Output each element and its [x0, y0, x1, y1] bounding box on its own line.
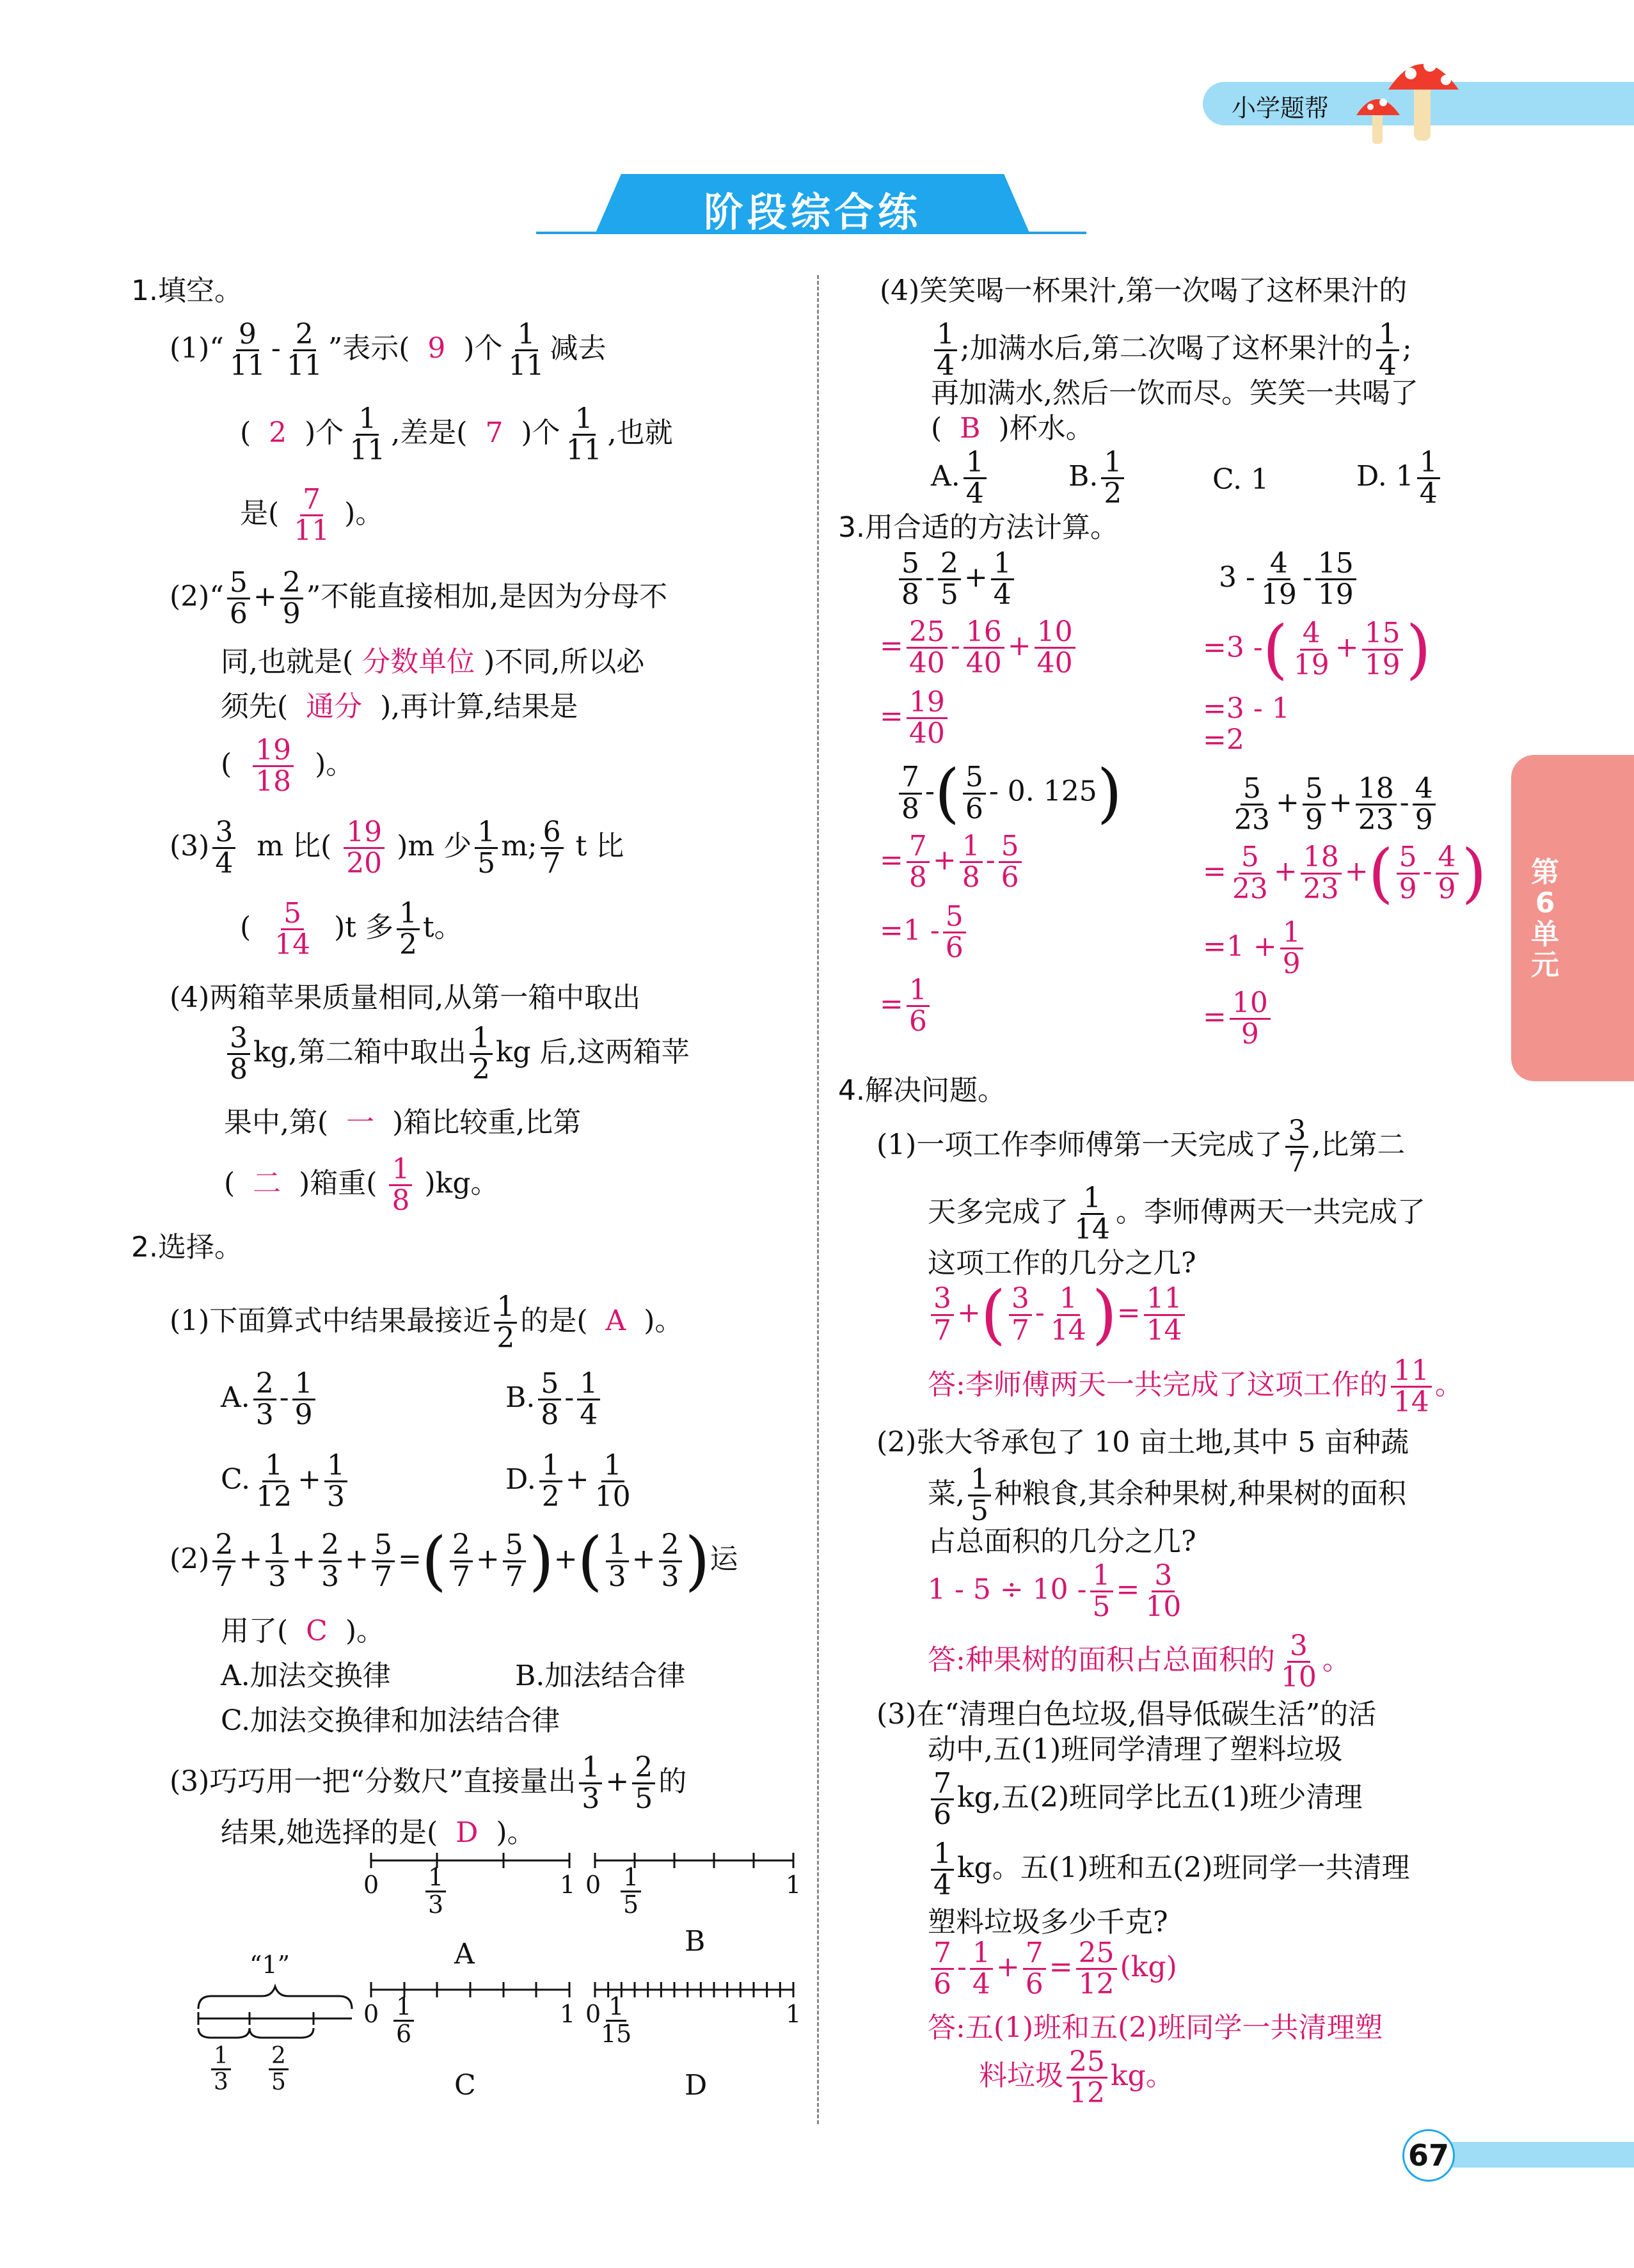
q2-p4-option-b: B. $\frac{1}{2}$ — [1068, 448, 1127, 509]
q2-p1-option-d: D. $\frac{1}{2}$ + $\frac{1}{10}$ — [505, 1449, 631, 1514]
q4-p2-line1: (2)张大爷承包了 10 亩土地,其中 5 亩种蔬 — [876, 1426, 1409, 1459]
q4-p3-solution: $\frac{7}{6}$ - $\frac{1}{4}$ + $\frac{7}{6}$ = $\frac{25}{12}$ (kg) — [928, 1939, 1177, 1999]
q2-p4-line2: $\frac{1}{4}$ ;加满水后,第二次喝了这杯果汁的 $\frac{1}{4}$ ; — [931, 320, 1412, 381]
q1-p2-line3: 须先( 通分 ),再计算,结果是 — [221, 690, 578, 723]
q4-p1-line3: 这项工作的几分之几? — [928, 1247, 1196, 1280]
q4-p1-answer: 答:李师傅两天一共完成了这项工作的 $\frac{11}{14}$ 。 — [928, 1354, 1463, 1419]
q2-p2-option-b: B.加法结合律 — [515, 1660, 686, 1692]
q2-p2-option-c: C.加法交换律和加法结合律 — [221, 1704, 560, 1737]
ruler-c-label: C — [454, 2069, 476, 2102]
q4-p2-solution: 1 - 5 ÷ 10 - $\frac{1}{5}$ = $\frac{3}{10}$ — [928, 1559, 1182, 1624]
q3-e1-step1: = $\frac{25}{40}$ - $\frac{16}{40}$ + $\frac{10}{40}$ — [880, 617, 1079, 678]
q1-p4-line3: 果中,第( 一 )箱比较重,比第 — [224, 1106, 582, 1139]
column-divider — [817, 275, 819, 2124]
q2-p4-option-c: C. 1 — [1212, 463, 1269, 496]
q2-p2-answer: 用了( C )。 — [221, 1615, 385, 1647]
brace-part-1: $\frac{1}{3}$ — [208, 2044, 234, 2095]
q3-e4: $\frac{5}{23}$ + $\frac{5}{9}$ + $\frac{18}{23}$ - $\frac{4}{9}$ — [1228, 774, 1439, 835]
ruler-d-one: 1 — [786, 2000, 802, 2028]
q4-p2-answer: 答:种果树的面积占总面积的 $\frac{3}{10}$ 。 — [928, 1630, 1351, 1694]
ruler-c-one: 1 — [560, 2000, 576, 2028]
q3-e3-step1: = $\frac{7}{8}$ + $\frac{1}{8}$ - $\frac{5}{6}$ — [880, 832, 1025, 892]
q3-e2-step2: =3 - 1 — [1203, 692, 1290, 725]
q2-heading: 2.选择。 — [131, 1231, 242, 1264]
ruler-a-tick: $\frac{1}{3}$ — [422, 1865, 449, 1918]
q1-p4-line2: $\frac{3}{8}$ kg,第二箱中取出 $\frac{1}{2}$ kg 后,这两箱苹 — [224, 1024, 690, 1084]
q4-p2-line3: 占总面积的几分之几? — [928, 1525, 1196, 1558]
q1-p2-line2: 同,也就是( 分数单位 )不同,所以必 — [221, 646, 645, 678]
ruler-a-zero: 0 — [363, 1871, 379, 1899]
q1-p2-line4: ( $\frac{19}{18}$ )。 — [221, 734, 354, 798]
q2-p2-option-a: A.加法交换律 — [221, 1660, 391, 1692]
q3-e3: $\frac{7}{8}$ -( $\frac{5}{6}$ - 0. 125) — [896, 761, 1122, 825]
mushroom-icon — [1350, 45, 1471, 147]
q1-p3-line1: (3) $\frac{3}{4}$ m 比( $\frac{19}{20}$ )m 少 $\frac{1}{5}$ m; $\frac{6}{7}$ t 比 — [170, 816, 624, 880]
q4-p3-answer-line1: 答:五(1)班和五(2)班同学一共清理塑 — [928, 2011, 1383, 2044]
q2-p4-option-a: A. $\frac{1}{4}$ — [931, 448, 990, 509]
q3-e1-step2: = $\frac{19}{40}$ — [880, 688, 951, 749]
q1-p3-line2: ( $\frac{5}{14}$ )t 多 $\frac{1}{2}$ t。 — [240, 897, 463, 962]
q3-e4-step1: = $\frac{5}{23}$ + $\frac{18}{23}$ +( $\frac{5}{9}$ - $\frac{4}{9}$ ) — [1203, 836, 1487, 910]
q4-p1-line2: 天多完成了 $\frac{1}{14}$ 。李师傅两天一共完成了 — [928, 1182, 1425, 1246]
q4-heading: 4.解决问题。 — [838, 1074, 1006, 1107]
q3-e3-step2: =1 - $\frac{5}{6}$ — [880, 902, 969, 963]
q2-p4-line4: ( B )杯水。 — [931, 412, 1094, 445]
q1-heading: 1.填空。 — [131, 274, 242, 307]
q4-p3-answer-line2: 料垃圾 $\frac{25}{12}$ kg。 — [979, 2045, 1174, 2110]
q3-e2-step3: =2 — [1203, 724, 1244, 756]
q2-p1-option-c: C. $\frac{1}{12}$ + $\frac{1}{3}$ — [221, 1451, 351, 1512]
q3-e3-step3: = $\frac{1}{6}$ — [880, 976, 933, 1036]
ruler-b-label: B — [685, 1925, 706, 1958]
q4-p2-line2: 菜, $\frac{1}{5}$ 种粮食,其余种果树,种果树的面积 — [928, 1463, 1406, 1528]
q3-e4-step2: =1 + $\frac{1}{9}$ — [1203, 918, 1306, 979]
q1-p1-line1: (1)“ $\frac{9}{11}$ - $\frac{2}{11}$ ”表示( 9 )个 $\frac{1}{11}$ 减去 — [170, 318, 607, 383]
q2-p4-option-d: D. 1 $\frac{1}{4}$ — [1356, 448, 1443, 509]
ruler-a-label: A — [454, 1938, 475, 1971]
q3-e1: $\frac{5}{8}$ - $\frac{2}{5}$ + $\frac{1}{4}$ — [896, 549, 1017, 610]
ruler-b-zero: 0 — [585, 1871, 601, 1899]
ruler-a-one: 1 — [560, 1871, 576, 1899]
brace-part-2: $\frac{2}{5}$ — [266, 2044, 292, 2095]
q1-p4-line1: (4)两箱苹果质量相同,从第一箱中取出 — [170, 981, 641, 1014]
q1-p4-line4: ( 二 )箱重( $\frac{1}{8}$ )kg。 — [224, 1153, 499, 1217]
q4-p1-line1: (1)一项工作李师傅第一天完成了 $\frac{3}{7}$ ,比第二 — [876, 1114, 1406, 1179]
q1-p1-line2: ( 2 )个 $\frac{1}{11}$ ,差是( 7 )个 $\frac{1}{11}$ ,也就 — [240, 402, 673, 467]
q3-e4-step3: = $\frac{10}{9}$ — [1203, 988, 1274, 1049]
q2-p4-line1: (4)笑笑喝一杯果汁,第一次喝了这杯果汁的 — [880, 274, 1408, 307]
q1-p2-line1: (2)“ $\frac{5}{6}$ + $\frac{2}{9}$ ”不能直接相加,是因为分母不 — [170, 566, 668, 631]
q2-p3-stem: (3)巧巧用一把“分数尺”直接量出 $\frac{1}{3}$ + $\frac{2}{5}$ 的 — [170, 1751, 687, 1816]
q4-p3-line3: $\frac{7}{6}$ kg,五(2)班同学比五(1)班少清理 — [928, 1769, 1362, 1830]
ruler-d-label: D — [685, 2069, 708, 2102]
q4-p3-line2: 动中,五(1)班同学清理了塑料垃圾 — [928, 1733, 1343, 1766]
q2-p1-stem: (1)下面算式中结果最接近 $\frac{1}{2}$ 的是( A )。 — [170, 1290, 683, 1355]
ruler-d-zero: 0 — [585, 2000, 601, 2028]
footer-strip — [1429, 2142, 1634, 2168]
brand-label: 小学题帮 — [1232, 94, 1329, 122]
q3-heading: 3.用合适的方法计算。 — [838, 511, 1118, 544]
q2-p2-stem: (2) $\frac{2}{7}$ + $\frac{1}{3}$ + $\frac{2}{3}$ + $\frac{5}{7}$ =( $\frac{2}{7}$ + $\frac{5}{7}$ )+( $\frac{1}{3}$ + $\frac{2}{3}$ )运 — [170, 1523, 738, 1598]
q2-p4-line3: 再加满水,然后一饮而尽。笑笑一共喝了 — [931, 377, 1418, 409]
q1-p1-line3: 是( $\frac{7}{11}$ )。 — [240, 483, 384, 548]
ruler-c-zero: 0 — [363, 2000, 379, 2028]
q2-p3-answer: 结果,她选择的是( D )。 — [221, 1816, 535, 1849]
q3-e2: 3 - $\frac{4}{19}$ - $\frac{15}{19}$ — [1219, 549, 1360, 610]
q4-p3-line4: $\frac{1}{4}$ kg。五(1)班和五(2)班同学一共清理 — [928, 1839, 1409, 1900]
page-title: 阶段综合练 — [703, 189, 921, 235]
ruler-b-one: 1 — [786, 1871, 802, 1899]
q2-p1-option-a: A. $\frac{2}{3}$ - $\frac{1}{9}$ — [221, 1369, 319, 1430]
q4-p3-line1: (3)在“清理白色垃圾,倡导低碳生活”的活 — [876, 1698, 1377, 1731]
page-number: 67 — [1402, 2129, 1455, 2182]
q4-p3-line5: 塑料垃圾多少千克? — [928, 1906, 1168, 1939]
ruler-d-tick: $\frac{1}{15}$ — [601, 1992, 632, 2048]
ruler-b-tick: $\frac{1}{5}$ — [617, 1865, 644, 1918]
q4-p1-solution: $\frac{3}{7}$ +( $\frac{3}{7}$ - $\frac{1}{14}$ )= $\frac{11}{14}$ — [928, 1283, 1188, 1347]
brace-label: “1” — [250, 1951, 290, 1979]
q3-e2-step1: =3 -( $\frac{4}{19}$ + $\frac{15}{19}$ ) — [1203, 612, 1431, 686]
brace-diagram — [192, 1983, 358, 2041]
q2-p1-option-b: B. $\frac{5}{8}$ - $\frac{1}{4}$ — [505, 1369, 603, 1430]
unit-label: 第6单元 — [1531, 856, 1559, 982]
ruler-c-tick: $\frac{1}{6}$ — [390, 1994, 417, 2047]
